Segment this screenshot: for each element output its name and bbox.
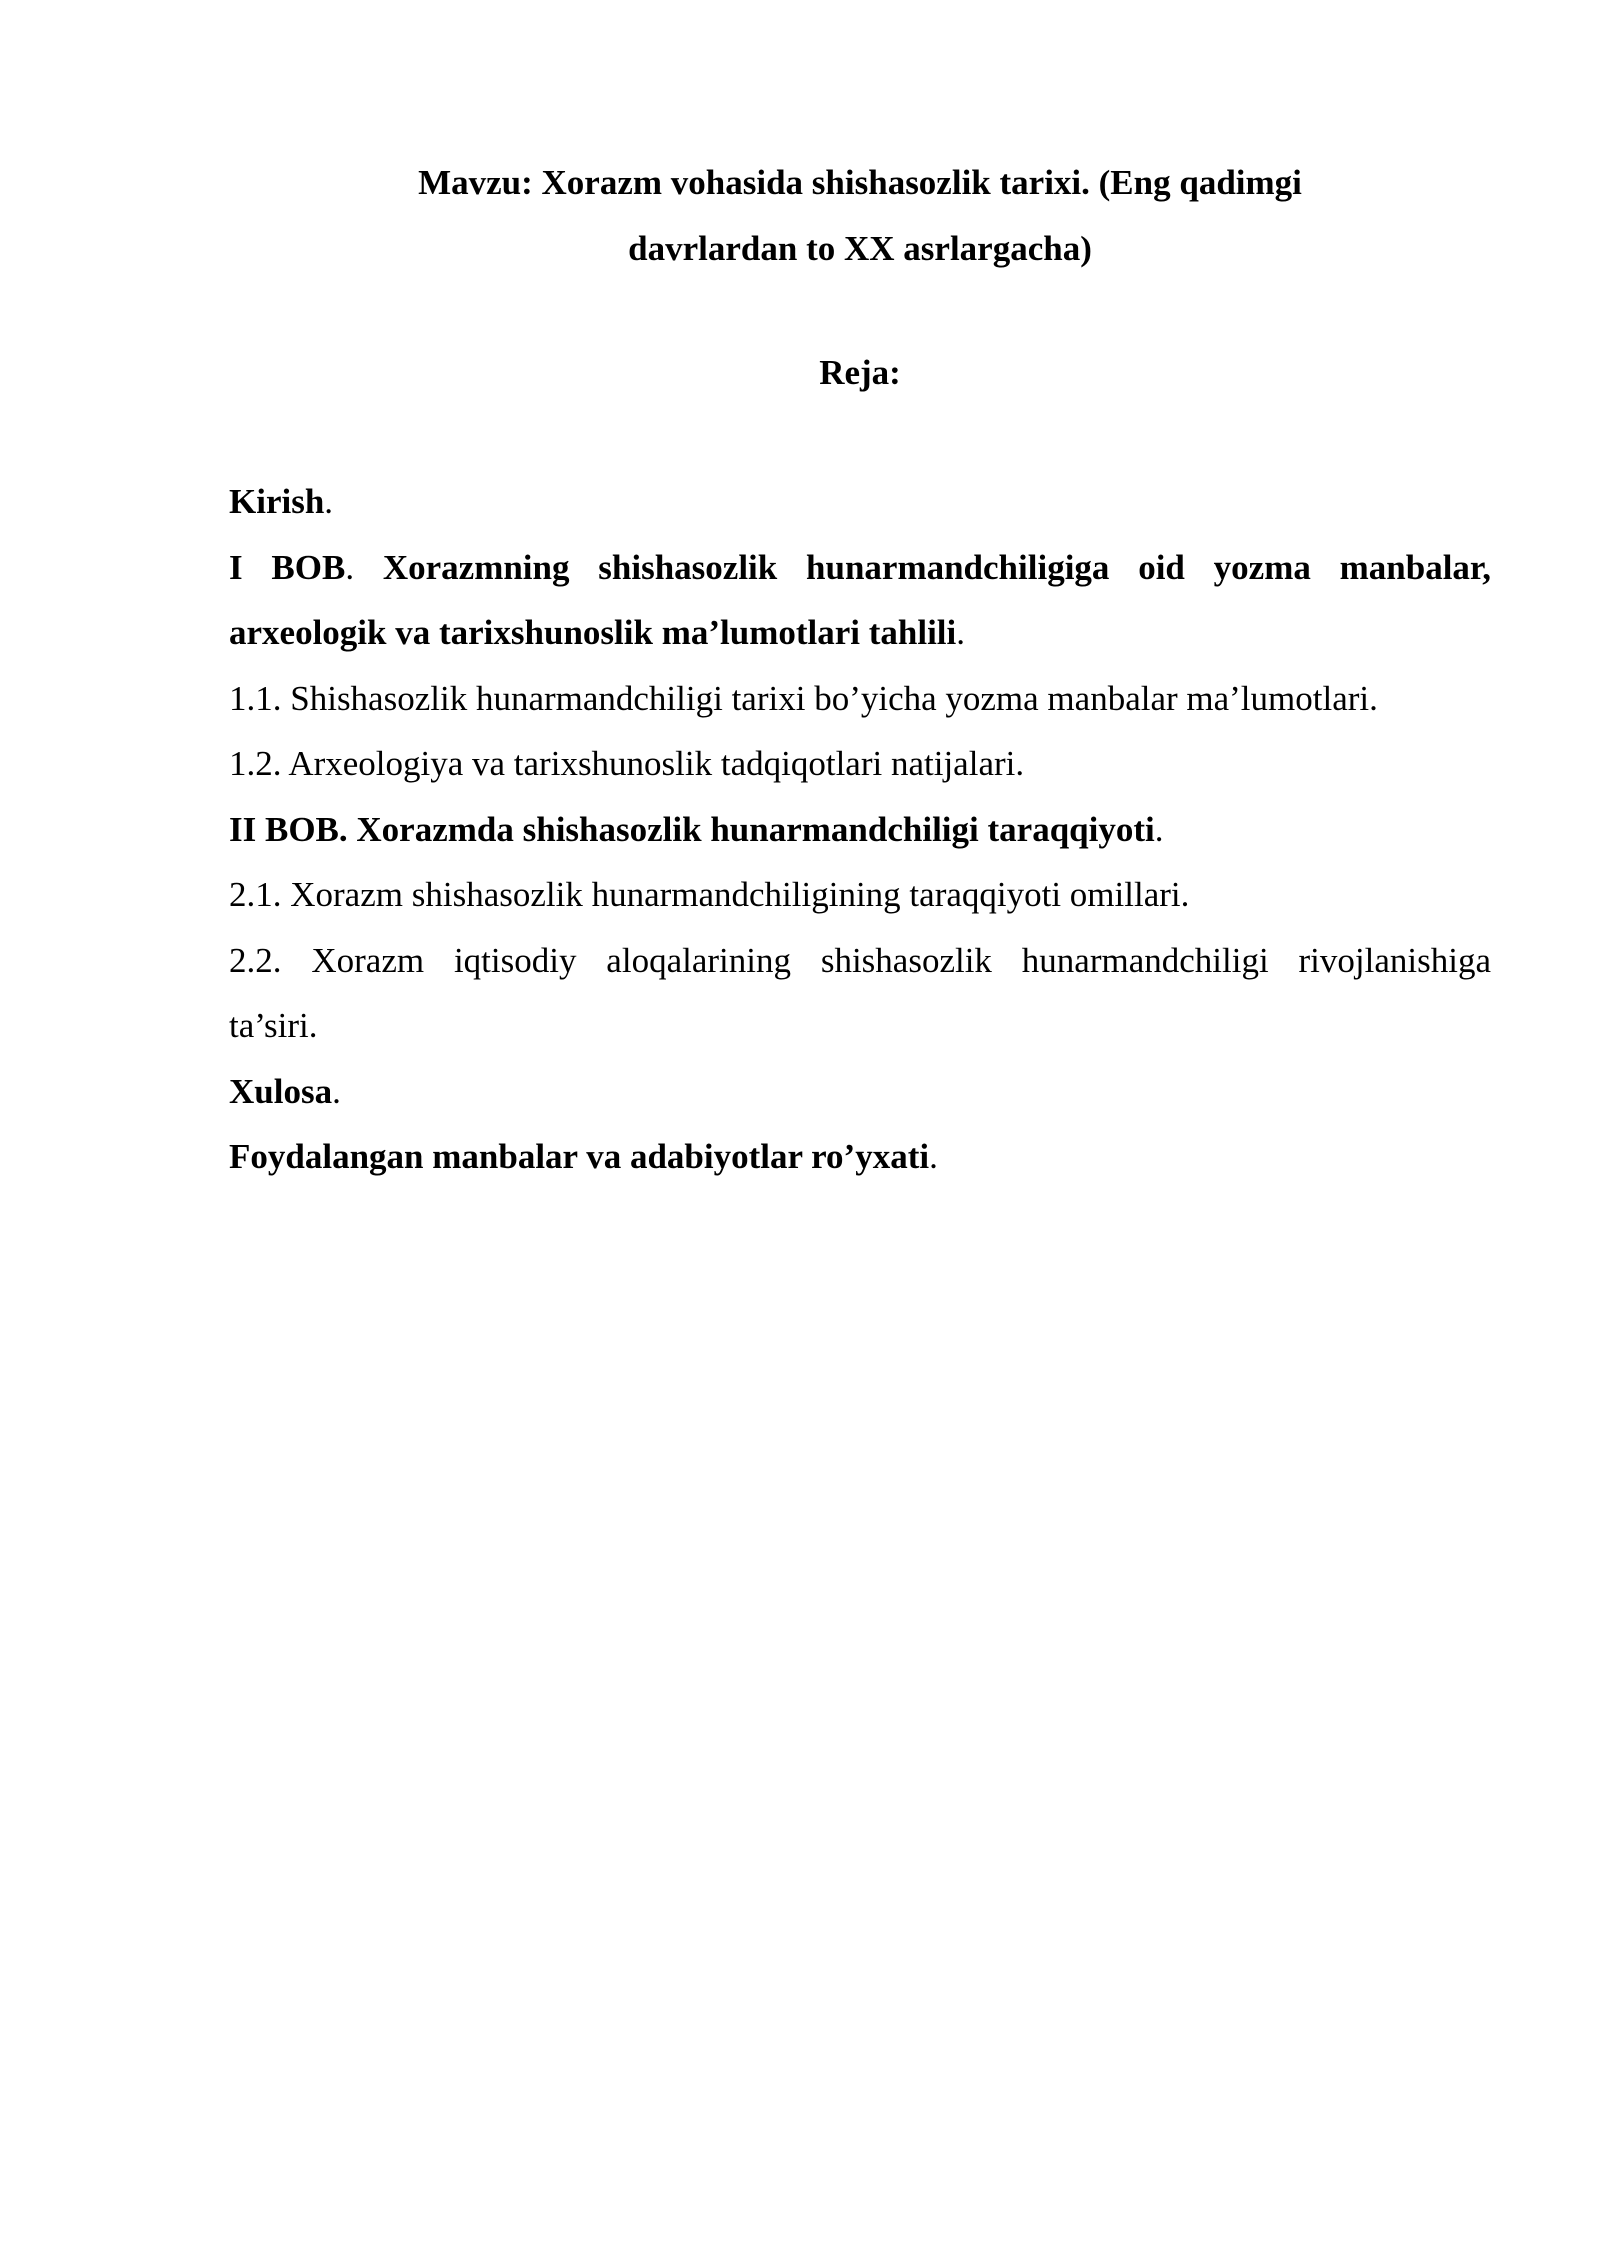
plan-item-chapter-2	[229, 797, 1491, 863]
chapter-2-title: II BOB. Xorazmda shishasozlik hunarmandchiligi taraqqiyoti	[229, 809, 1155, 849]
chapter-1-label: I BOB	[229, 547, 346, 587]
plan-item-references	[229, 1124, 1491, 1190]
conclusion-label: Xulosa	[229, 1071, 333, 1111]
plan-item-punctuation: .	[1154, 809, 1164, 849]
plan-item-chapter-1-line-1	[229, 535, 1491, 601]
plan-item-punctuation: .	[324, 482, 334, 521]
plan-item-section-2-1: 2.1. Xorazm shishasozlik hunarmandchiligining taraqqiyoti omillari.	[229, 875, 1190, 914]
chapter-1-title-part-1: Xorazmning shishasozlik hunarmandchiligiga oid yozma manbalar,	[382, 547, 1491, 587]
plan-item-section-1-2: 1.2. Arxeologiya va tarixshunoslik tadqiqotlari natijalari.	[229, 744, 1025, 783]
plan-item-section-2-2-line-2: ta’siri.	[229, 1006, 318, 1045]
plan-item-punctuation: .	[345, 547, 383, 587]
title-line-1: Mavzu: Xorazm vohasida shishasozlik tarixi. (Eng qadimgi	[418, 163, 1302, 202]
plan-item-section-2-2-line-1: 2.2. Xorazm iqtisodiy aloqalarining shishasozlik hunarmandchiligi rivojlanishiga	[229, 940, 1491, 980]
plan-item-punctuation: .	[929, 1137, 938, 1176]
plan-item-introduction	[229, 469, 1491, 535]
title-line-2: davrlardan to XX asrlargacha)	[628, 229, 1092, 268]
plan-item-punctuation: .	[956, 613, 966, 652]
plan-list	[229, 469, 1491, 1190]
plan-item-section-1-1: 1.1. Shishasozlik hunarmandchiligi tarixi bo’yicha yozma manbalar ma’lumotlari.	[229, 678, 1378, 718]
plan-item-chapter-1-line-2	[229, 600, 1491, 666]
chapter-1-title-part-2: arxeologik va tarixshunoslik ma’lumotlari tahlili	[229, 613, 957, 652]
references-label: Foydalangan manbalar va adabiyotlar ro’yxati	[229, 1137, 930, 1176]
plan-heading: Reja:	[819, 353, 901, 392]
plan-item-introduction-label: Kirish	[229, 482, 325, 521]
plan-item-conclusion	[229, 1059, 1491, 1125]
document-title	[229, 150, 1491, 282]
plan-item-punctuation: .	[332, 1071, 341, 1111]
